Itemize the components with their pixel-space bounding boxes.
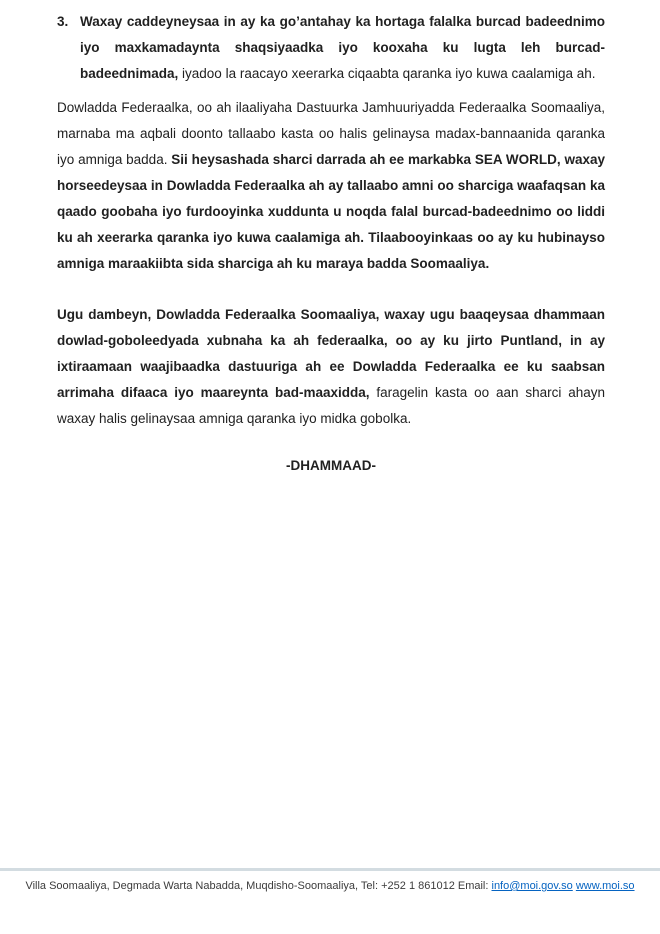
footer-address-text: Villa Soomaaliya, Degmada Warta Nabadda, Muqdisho-Soomaaliya, Tel: +252 1 861012 Email: xyxy=(25,880,492,892)
list-item-text xyxy=(80,9,605,87)
paragraph-federal-regular-segment: Dowladda Federaalka, oo ah ilaaliyaha Dastuurka Jamhuuriyadda Federaalka Soomaaliya, marnaba ma aqbali doonto tallaabo kasta oo halis gelinaysa madax-bannaanida qaranka iyo amniga badda. xyxy=(57,100,605,167)
paragraph-federal-bold-segment: Sii heysashada sharci darrada ah ee markabka SEA WORLD, waxay horseedeysaa in Dowladda Federaalka ah ay tallaabo amni oo sharciga waafaqsan ka qaado goobaha iyo furdooyinka xuddunta u noqda falal burcad-badeednimo oo liddi ku ah xeerarka qaranka iyo kuwa caalamiga ah. Tilaabooyinkaas oo ay ku hubinayso amniga maraakiibta sida sharciga ah ku maraya badda Soomaaliya. xyxy=(57,152,606,271)
footer-email-link[interactable]: info@moi.gov.so xyxy=(491,880,573,892)
list-item-regular-segment: iyadoo la raacayo xeerarka ciqaabta qaranka iyo kuwa caalamiga ah. xyxy=(178,66,596,81)
numbered-list-item-3 xyxy=(57,9,605,87)
footer-divider xyxy=(0,868,660,871)
footer-address-line xyxy=(10,879,650,893)
list-item-number: 3. xyxy=(57,14,69,29)
end-of-document-marker: -DHAMMAAD- xyxy=(286,458,376,473)
paragraph-appeal-regular-segment: faragelin kasta oo aan sharci ahayn waxay halis gelinaysaa amniga qaranka iyo midka gobolka. xyxy=(57,385,606,426)
list-item-bold-segment: Waxay caddeyneysaa in ay ka go’antahay ka hortaga falalka burcad badeednimo iyo maxkamadaynta shaqsiyaadka iyo kooxaha ku lugta leh burcad-badeednimada, xyxy=(80,14,605,81)
footer-website-link[interactable]: www.moi.so xyxy=(575,880,635,892)
paragraph-appeal-bold-segment: Ugu dambeyn, Dowladda Federaalka Soomaaliya, waxay ugu baaqeysaa dhammaan dowlad-goboleedyada xubnaha ka ah federaalka, oo ay ku jirto Puntland, in ay ixtiraamaan waajibaadka dastuuriga ah ee Dowladda Federaalka ee ku saabsan arrimaha difaaca iyo maareynta bad-maaxidda, xyxy=(57,307,605,400)
document-body xyxy=(57,9,605,479)
page-footer xyxy=(0,868,660,934)
paragraph-federal-government xyxy=(57,95,605,277)
paragraph-final-appeal xyxy=(57,302,605,432)
